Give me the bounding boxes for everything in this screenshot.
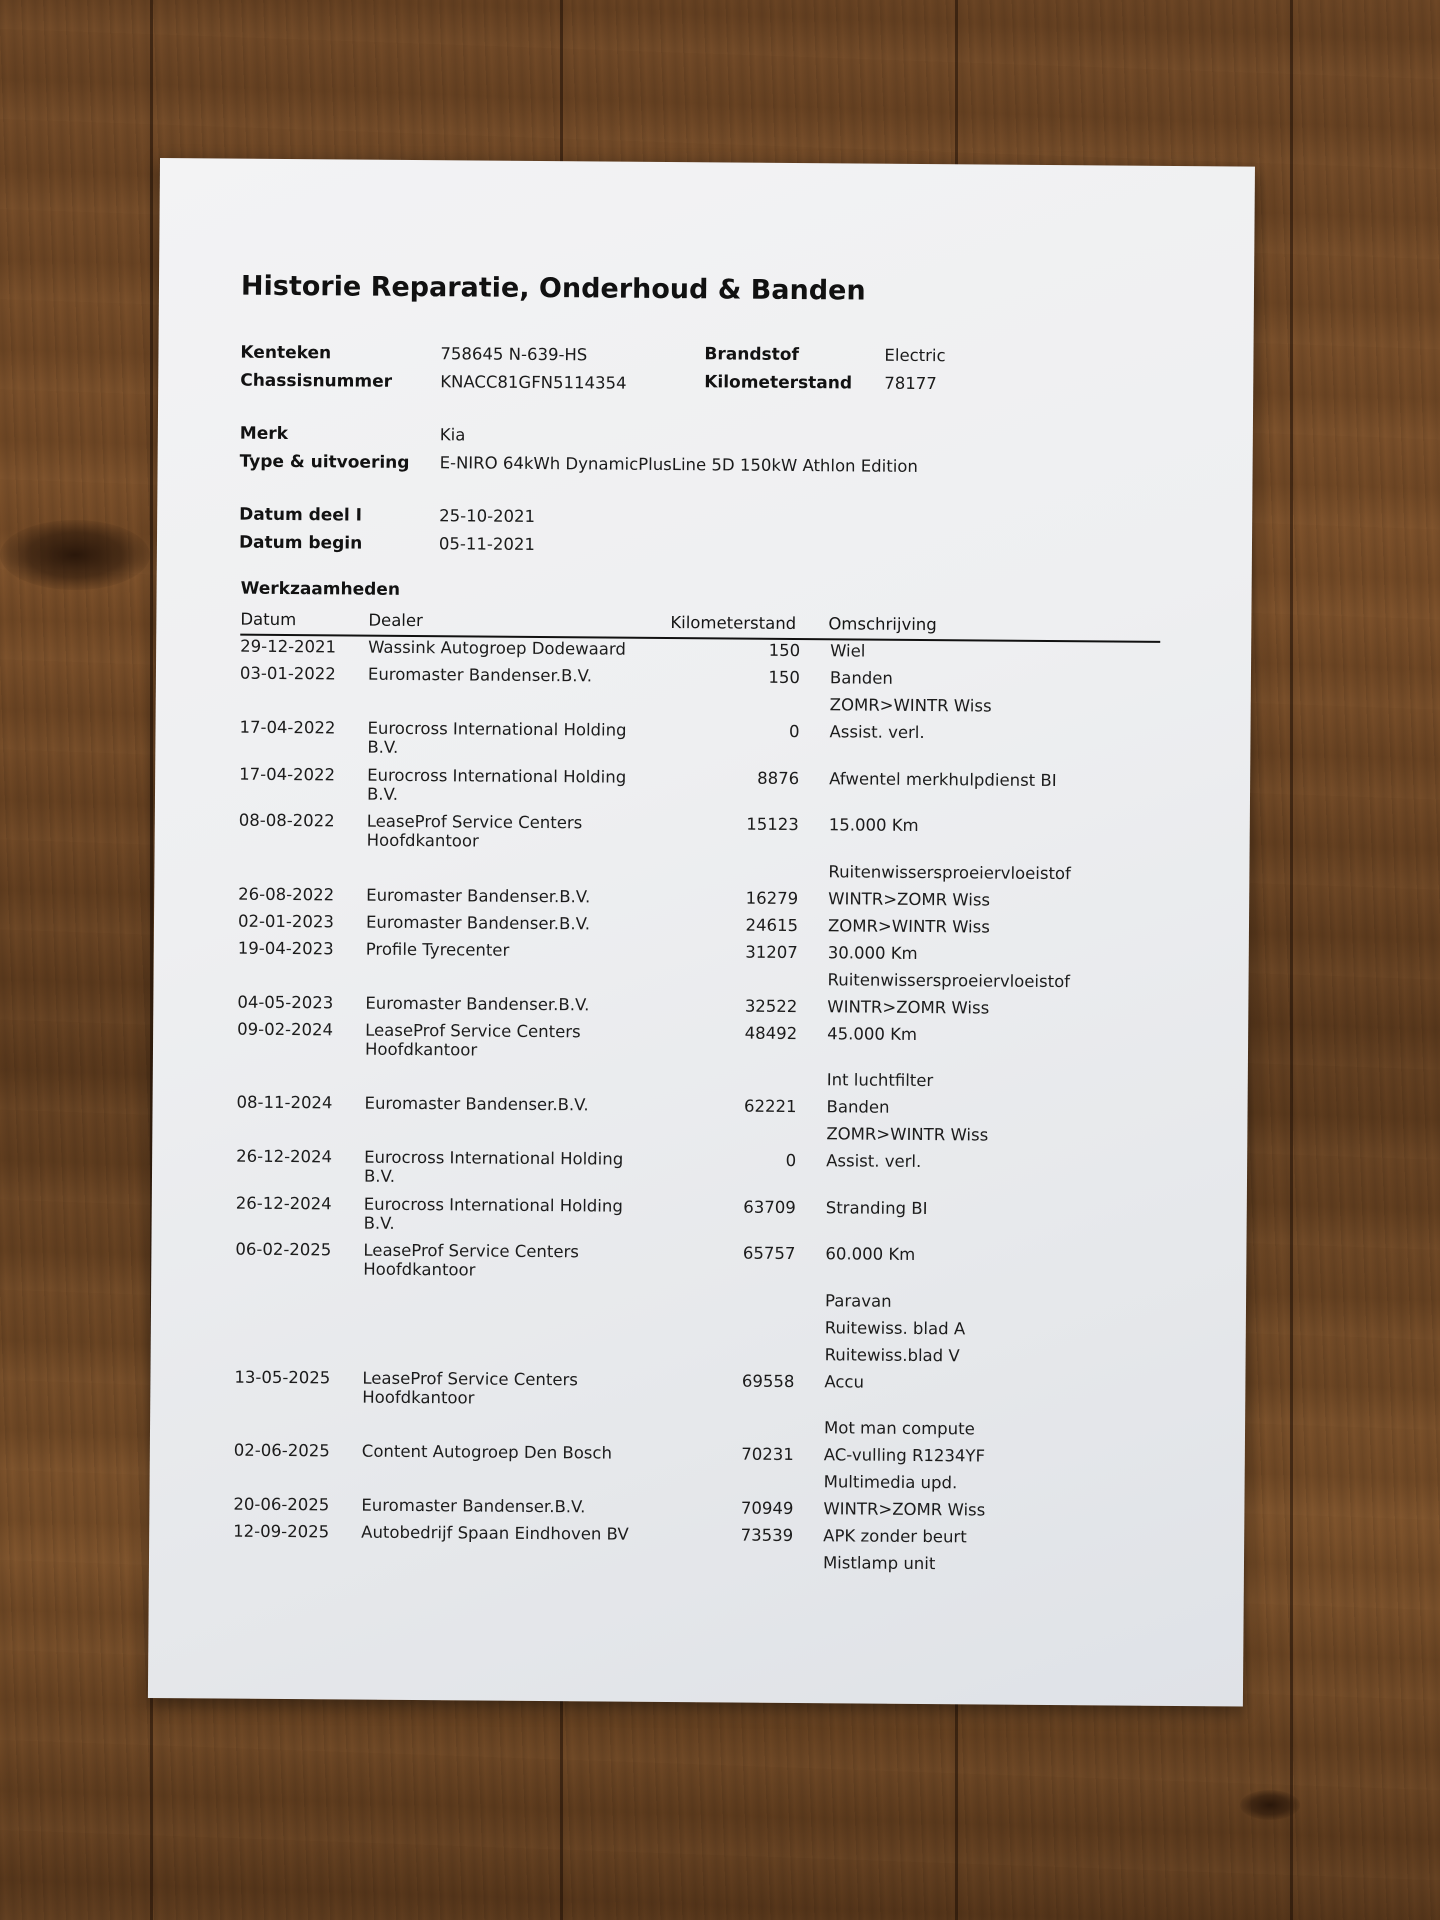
row-date: 06-02-2025 [235, 1239, 332, 1260]
wood-knot [0, 520, 150, 590]
row-kilometerstand: 70949 [740, 1498, 794, 1519]
row-omschrijving: AC-vulling R1234YF [823, 1445, 986, 1466]
brandstof-label: Brandstof [704, 344, 799, 366]
row-kilometerstand: 24615 [745, 915, 799, 935]
row-date: 17-04-2022 [239, 764, 336, 784]
row-omschrijving: WINTR>ZOMR Wiss [827, 996, 990, 1018]
row-date: 03-01-2022 [239, 663, 336, 684]
row-kilometerstand: 65757 [742, 1243, 796, 1264]
row-date: 13-05-2025 [234, 1367, 331, 1387]
row-omschrijving: Stranding BI [825, 1197, 928, 1218]
row-date: 26-08-2022 [238, 884, 335, 904]
row-omschrijving: Banden [826, 1097, 890, 1117]
row-omschrijving: 60.000 Km [825, 1244, 916, 1264]
table-row [239, 764, 1159, 818]
column-header-datum: Datum [240, 609, 297, 630]
table-row [236, 1193, 1156, 1247]
column-header-dealer: Dealer [368, 610, 423, 631]
table-row [235, 1240, 1155, 1294]
table-row [234, 1367, 1154, 1421]
row-kilometerstand: 0 [788, 721, 800, 742]
row-kilometerstand: 8876 [757, 768, 800, 788]
row-date: 08-11-2024 [236, 1092, 333, 1113]
row-date: 08-08-2022 [238, 810, 335, 831]
row-omschrijving: Mistlamp unit [822, 1553, 936, 1574]
row-date: 26-12-2024 [235, 1193, 332, 1213]
chassis-label: Chassisnummer [240, 370, 393, 392]
row-date: 02-06-2025 [233, 1440, 330, 1461]
row-omschrijving: APK zonder beurt [823, 1526, 967, 1547]
row-omschrijving: Int luchtfilter [826, 1070, 934, 1091]
row-omschrijving: Ruitenwissersproeiervloeistof [827, 969, 1071, 991]
kilometerstand-label: Kilometerstand [704, 372, 853, 394]
row-omschrijving: Multimedia upd. [823, 1472, 958, 1493]
row-omschrijving: WINTR>ZOMR Wiss [823, 1499, 986, 1520]
column-header-omschrijving: Omschrijving [828, 614, 937, 635]
row-omschrijving: Afwentel merkhulpdienst BI [829, 768, 1057, 790]
datum-begin-label: Datum begin [238, 532, 363, 554]
document-title: Historie Reparatie, Onderhoud & Banden [240, 270, 866, 307]
row-dealer: Eurocross International Holding B.V. [366, 765, 627, 804]
row-date: 26-12-2024 [236, 1146, 333, 1167]
type-label: Type & uitvoering [239, 451, 410, 473]
datum-deel-value: 25-10-2021 [439, 506, 536, 526]
row-date: 02-01-2023 [237, 911, 334, 931]
row-dealer: Wassink Autogroep Dodewaard [368, 637, 626, 659]
row-kilometerstand [614, 1417, 794, 1418]
row-kilometerstand: 70231 [741, 1444, 794, 1465]
row-omschrijving: WINTR>ZOMR Wiss [828, 888, 991, 910]
row-omschrijving: Banden [829, 668, 893, 688]
row-omschrijving: Accu [824, 1371, 865, 1392]
row-omschrijving: Paravan [824, 1290, 892, 1311]
row-date: 12-09-2025 [233, 1521, 330, 1542]
row-kilometerstand [615, 1289, 795, 1290]
row-omschrijving: Mot man compute [823, 1418, 975, 1439]
row-omschrijving: Assist. verl. [829, 722, 925, 743]
chassis-value: KNACC81GFN5114354 [440, 372, 627, 393]
column-header-kilometerstand: Kilometerstand [670, 613, 797, 634]
row-dealer: LeaseProf Service Centers Hoofdkantoor [363, 1240, 579, 1280]
row-kilometerstand [618, 968, 798, 969]
row-omschrijving: Ruitewiss.blad V [824, 1344, 960, 1365]
merk-value: Kia [439, 425, 466, 445]
table-row [239, 811, 1159, 865]
row-date: 17-04-2022 [239, 717, 336, 738]
row-kilometerstand [613, 1552, 793, 1553]
row-omschrijving: Wiel [830, 641, 866, 661]
kenteken-label: Kenteken [240, 342, 332, 364]
row-omschrijving: Ruitewiss. blad A [824, 1317, 966, 1338]
row-kilometerstand: 69558 [741, 1371, 795, 1391]
row-dealer: Euromaster Bandenser.B.V. [365, 912, 591, 933]
row-date: 04-05-2023 [237, 992, 334, 1012]
row-kilometerstand: 62221 [743, 1096, 797, 1117]
row-dealer: Euromaster Bandenser.B.V. [365, 993, 590, 1014]
kenteken-value: 758645 N-639-HS [440, 344, 588, 365]
paper-sheet [148, 158, 1255, 1707]
table-row [239, 718, 1159, 772]
row-omschrijving: ZOMR>WINTR Wiss [826, 1124, 989, 1145]
row-date: 29-12-2021 [240, 636, 337, 657]
werkzaamheden-table [233, 637, 1160, 1583]
row-kilometerstand [618, 860, 798, 861]
row-dealer: LeaseProf Service Centers Hoofdkantoor [364, 1020, 581, 1060]
row-date: 09-02-2024 [237, 1019, 334, 1039]
row-dealer: Euromaster Bandenser.B.V. [366, 885, 591, 906]
table-row [237, 1019, 1157, 1073]
row-kilometerstand: 16279 [745, 888, 799, 908]
row-omschrijving: 15.000 Km [828, 815, 919, 835]
kilometerstand-value: 78177 [884, 373, 937, 394]
datum-begin-value: 05-11-2021 [438, 534, 535, 554]
row-kilometerstand: 150 [768, 640, 801, 661]
row-kilometerstand [617, 1069, 797, 1070]
merk-label: Merk [239, 423, 289, 445]
row-kilometerstand [615, 1343, 795, 1344]
table-row [236, 1147, 1156, 1201]
row-dealer: Content Autogroep Den Bosch [361, 1441, 613, 1463]
row-omschrijving: 45.000 Km [827, 1023, 918, 1044]
row-dealer: Autobedrijf Spaan Eindhoven BV [361, 1522, 629, 1544]
row-kilometerstand: 73539 [740, 1525, 794, 1546]
row-dealer: Euromaster Bandenser.B.V. [364, 1093, 589, 1115]
row-dealer: Eurocross International Holding B.V. [363, 1147, 624, 1186]
type-value: E-NIRO 64kWh DynamicPlusLine 5D 150kW Athlon Edition [439, 453, 918, 476]
row-dealer: Eurocross International Holding B.V. [367, 718, 627, 757]
row-kilometerstand: 0 [785, 1150, 797, 1171]
row-date: 20-06-2025 [233, 1494, 330, 1515]
row-omschrijving: ZOMR>WINTR Wiss [827, 915, 990, 937]
row-omschrijving: ZOMR>WINTR Wiss [829, 695, 992, 716]
row-dealer: Euromaster Bandenser.B.V. [361, 1495, 586, 1517]
wood-knot [1240, 1790, 1300, 1820]
wood-plank-seam [1290, 0, 1293, 1920]
werkzaamheden-heading: Werkzaamheden [240, 578, 401, 600]
row-kilometerstand: 150 [768, 667, 801, 688]
row-omschrijving: Ruitenwissersproeiervloeistof [828, 861, 1071, 883]
row-dealer: Eurocross International Holding B.V. [363, 1194, 623, 1233]
row-kilometerstand [614, 1471, 794, 1472]
row-kilometerstand: 48492 [744, 1023, 798, 1043]
row-kilometerstand: 31207 [745, 942, 798, 962]
brandstof-value: Electric [884, 345, 946, 366]
row-dealer: LeaseProf Service Centers Hoofdkantoor [366, 811, 583, 851]
row-kilometerstand [615, 1316, 795, 1317]
row-dealer: Profile Tyrecenter [365, 939, 510, 960]
row-omschrijving: 30.000 Km [827, 942, 918, 963]
datum-deel-label: Datum deel I [239, 504, 363, 526]
row-kilometerstand: 32522 [744, 996, 798, 1016]
row-dealer: LeaseProf Service Centers Hoofdkantoor [362, 1368, 578, 1408]
row-kilometerstand: 15123 [746, 814, 799, 835]
row-date: 19-04-2023 [237, 938, 334, 958]
row-kilometerstand: 63709 [743, 1197, 796, 1217]
row-dealer: Euromaster Bandenser.B.V. [367, 664, 593, 686]
row-omschrijving: Assist. verl. [826, 1151, 922, 1172]
